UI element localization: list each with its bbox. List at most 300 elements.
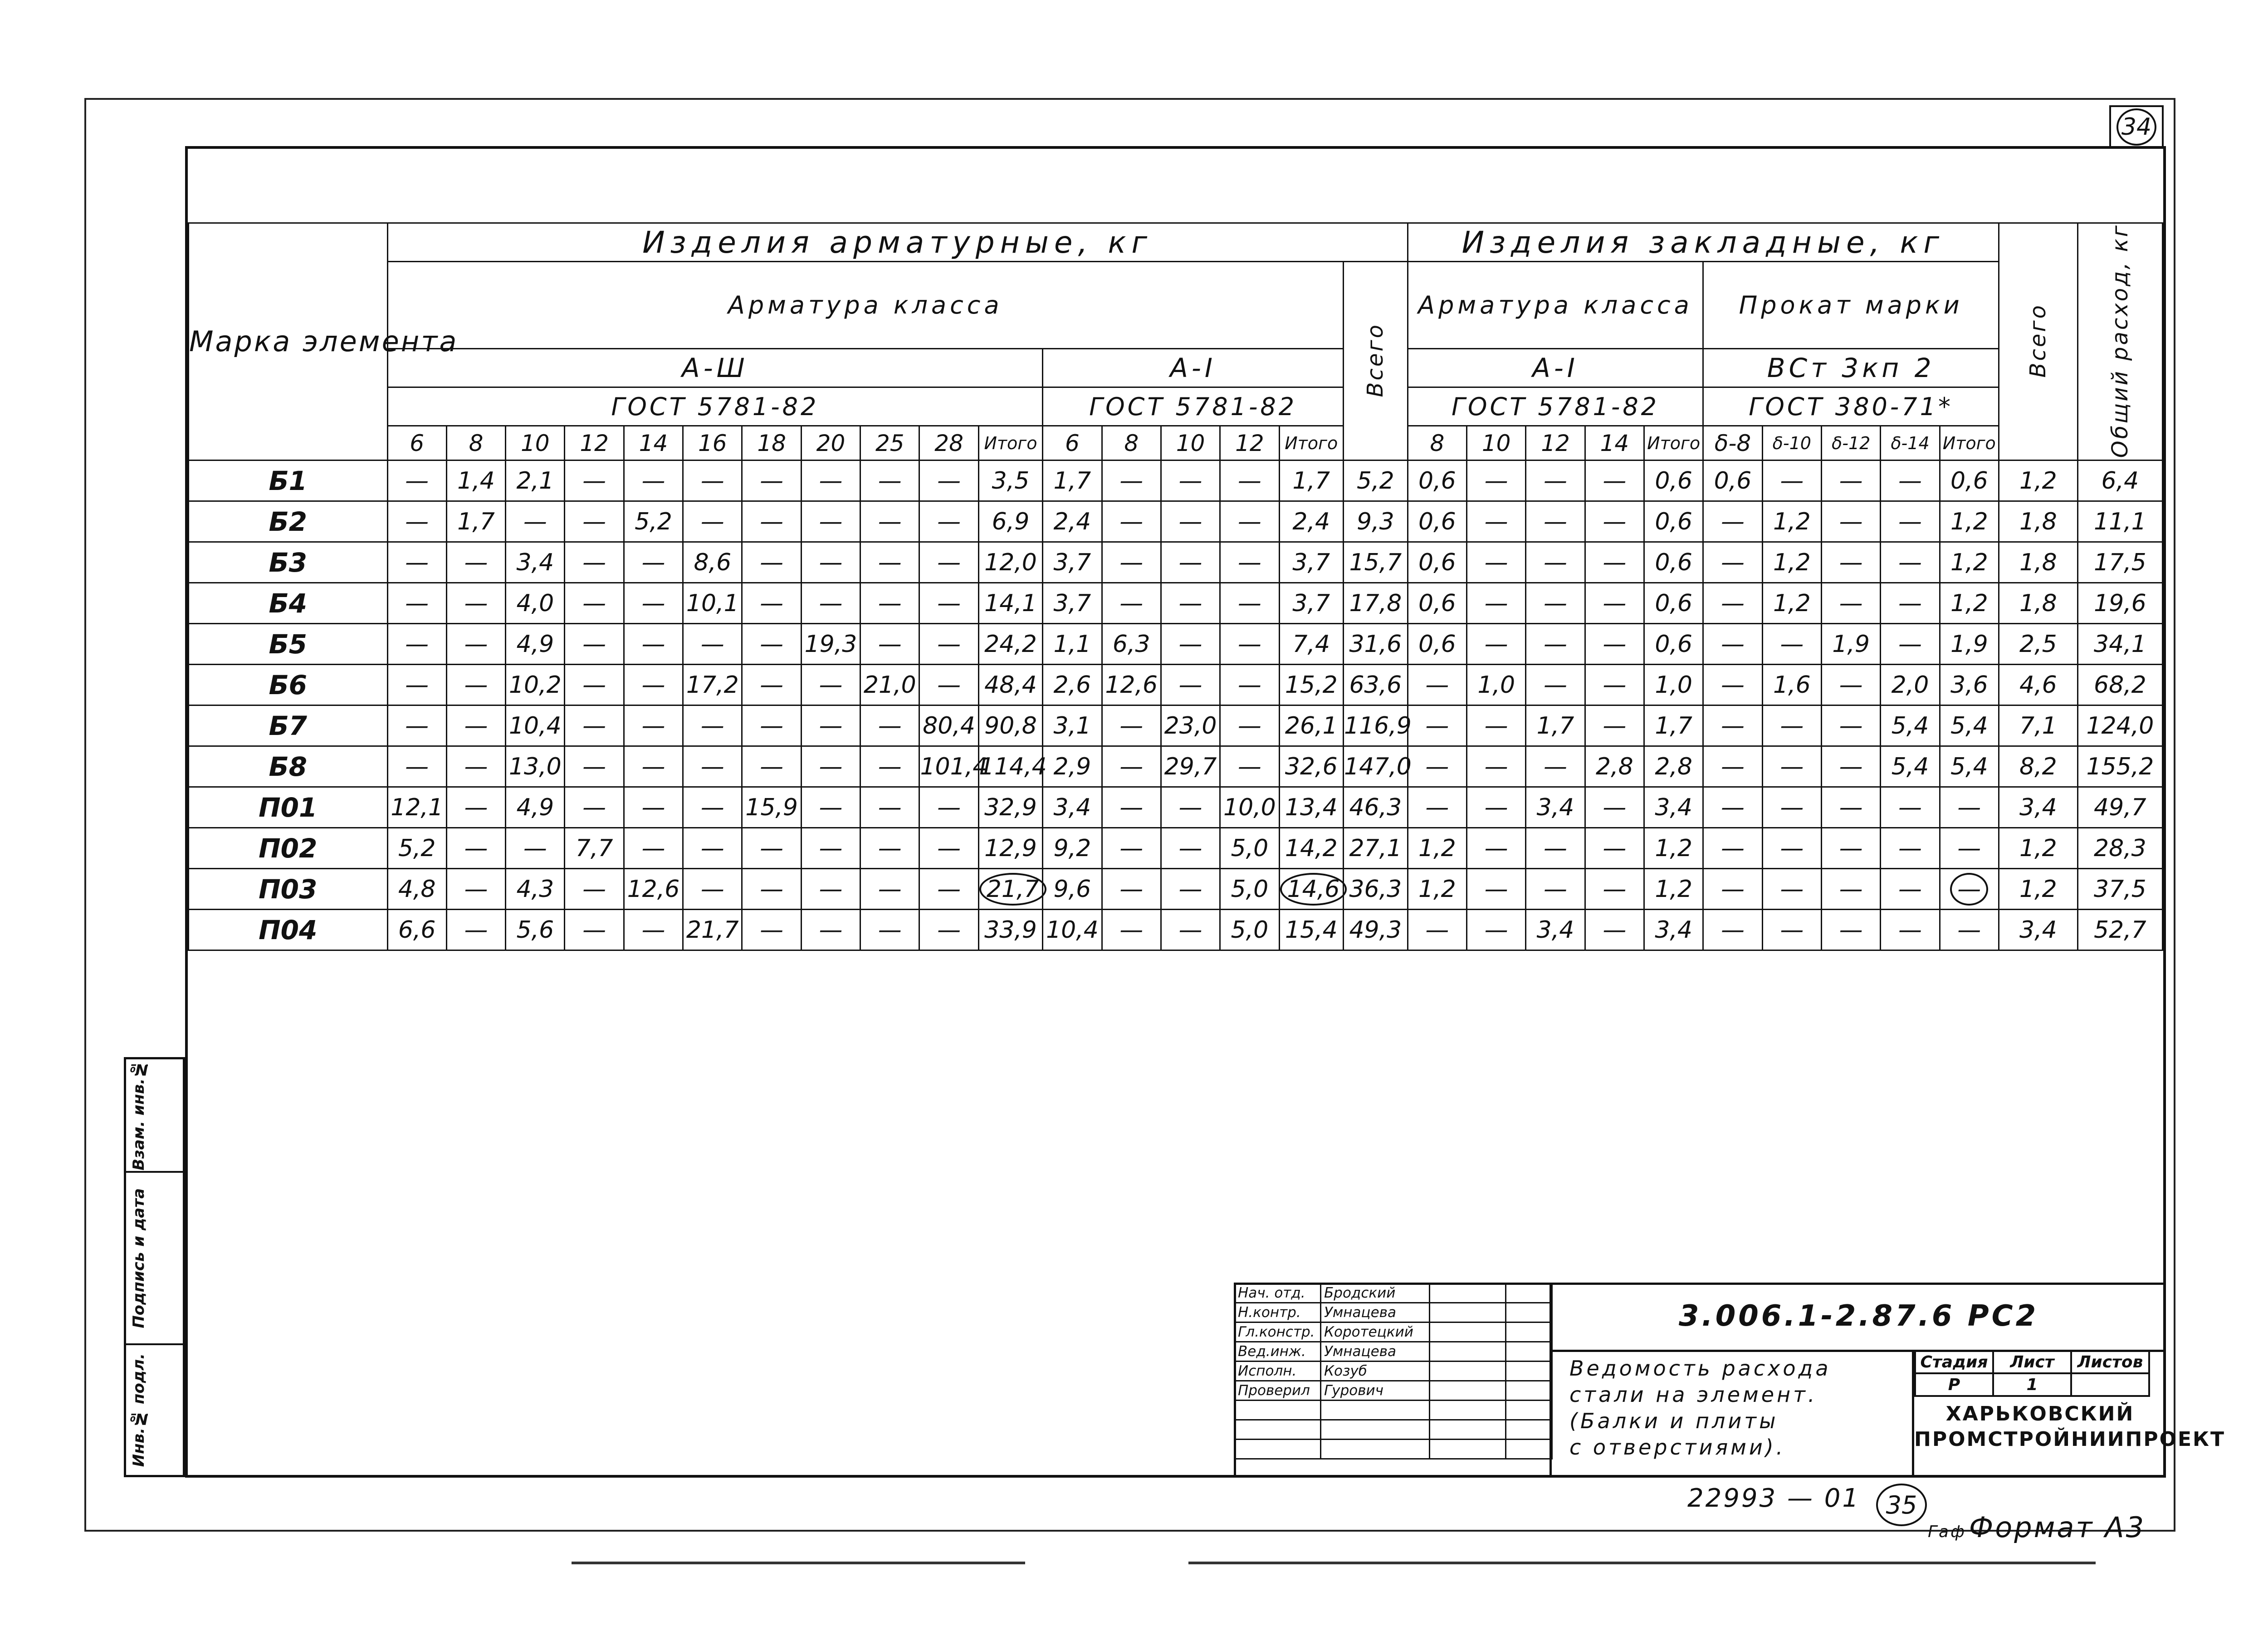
value-cell	[506, 910, 565, 950]
value-cell	[1881, 787, 1940, 828]
value-text: 3,4	[516, 549, 554, 576]
value-text: —	[1484, 589, 1508, 617]
value-cell	[506, 746, 565, 787]
value-cell	[978, 828, 1042, 869]
value-cell	[506, 501, 565, 542]
value-text: 5,0	[1231, 875, 1269, 903]
value-cell	[1102, 624, 1161, 665]
signature-cell	[1430, 1362, 1506, 1381]
signature-name: Бродский	[1321, 1283, 1430, 1303]
value-text: —	[878, 916, 902, 944]
value-text: —	[700, 630, 724, 658]
value-cell	[1585, 746, 1644, 787]
value-cell	[565, 583, 624, 624]
value-text: —	[1237, 630, 1261, 658]
value-cell	[1220, 583, 1279, 624]
signature-cell	[1506, 1342, 1552, 1362]
value-text: —	[582, 630, 606, 658]
value-cell	[978, 583, 1042, 624]
value-text: —	[819, 549, 843, 576]
value-text: 0,6	[1418, 508, 1456, 535]
value-text: —	[582, 916, 606, 944]
value-cell	[801, 869, 860, 910]
element-mark: П04	[189, 910, 388, 950]
value-text: 29,7	[1164, 753, 1217, 780]
value-text: 8,6	[694, 549, 732, 576]
value-text: —	[1721, 671, 1745, 699]
value-text: —	[1425, 671, 1449, 699]
value-cell	[1467, 583, 1526, 624]
value-text: 0,6	[1418, 549, 1456, 576]
value-text: 1,6	[1773, 671, 1811, 699]
value-cell	[1161, 746, 1220, 787]
signature-cell	[1235, 1401, 1321, 1420]
value-text: 15,2	[1285, 671, 1338, 699]
value-cell	[1043, 787, 1102, 828]
signature-cell	[1506, 1381, 1552, 1401]
table-row	[189, 787, 2163, 828]
value-text: 10,2	[508, 671, 562, 699]
value-text: 32,6	[1285, 753, 1338, 780]
signature-cell	[1321, 1401, 1430, 1420]
value-cell	[1585, 869, 1644, 910]
value-cell	[1279, 746, 1343, 787]
value-cell	[1467, 828, 1526, 869]
value-cell	[1940, 665, 1999, 705]
value-cell	[1102, 828, 1161, 869]
value-text: —	[760, 549, 784, 576]
value-cell	[1408, 542, 1466, 583]
value-cell	[1467, 624, 1526, 665]
value-text: —	[937, 793, 961, 821]
value-text: 0,6	[1714, 467, 1752, 495]
value-cell	[1940, 501, 1999, 542]
value-cell	[978, 705, 1042, 746]
value-cell	[1408, 869, 1466, 910]
value-cell	[1762, 460, 1821, 501]
value-cell	[1102, 910, 1161, 950]
value-cell	[1043, 665, 1102, 705]
value-text: 49,3	[1349, 916, 1402, 944]
value-cell	[446, 910, 505, 950]
value-cell	[683, 542, 742, 583]
value-cell	[1220, 828, 1279, 869]
value-cell	[1161, 787, 1220, 828]
value-text: —	[641, 793, 665, 821]
value-cell	[742, 583, 801, 624]
value-cell	[1526, 501, 1585, 542]
value-text: —	[937, 467, 961, 495]
value-text: —	[641, 916, 665, 944]
value-text: —	[760, 753, 784, 780]
value-cell	[1279, 624, 1343, 665]
value-cell	[2077, 624, 2162, 665]
value-cell	[1043, 583, 1102, 624]
value-text: 26,1	[1285, 712, 1338, 740]
value-cell	[1161, 501, 1220, 542]
signature-cell	[1430, 1440, 1506, 1459]
value-text: 3,4	[2019, 793, 2057, 821]
value-text: 36,3	[1349, 875, 1402, 903]
value-cell	[742, 787, 801, 828]
value-cell	[1762, 787, 1821, 828]
value-text: 5,4	[1950, 712, 1988, 740]
value-cell	[1161, 828, 1220, 869]
value-cell	[919, 460, 978, 501]
value-cell	[1279, 787, 1343, 828]
value-cell	[1762, 583, 1821, 624]
mark-header: Марка элемента	[189, 223, 388, 460]
value-cell	[624, 869, 683, 910]
element-mark: П02	[189, 828, 388, 869]
value-cell	[624, 828, 683, 869]
value-cell	[801, 746, 860, 787]
value-text: —	[1721, 712, 1745, 740]
value-cell	[1344, 665, 1408, 705]
value-cell	[2077, 705, 2162, 746]
value-cell	[860, 542, 919, 583]
signature-cell	[1321, 1420, 1430, 1440]
value-cell	[1999, 583, 2077, 624]
value-cell	[1526, 828, 1585, 869]
value-cell	[446, 583, 505, 624]
value-text: —	[1898, 916, 1922, 944]
value-text: —	[1425, 793, 1449, 821]
value-cell	[1940, 624, 1999, 665]
signature-name: Коротецкий	[1321, 1322, 1430, 1342]
value-cell	[1161, 460, 1220, 501]
value-text: —	[1484, 508, 1508, 535]
prokat-mark-header: ВСт 3кп 2	[1703, 349, 1999, 387]
value-text: —	[464, 916, 488, 944]
value-text: 5,2	[398, 834, 436, 862]
value-text: 52,7	[2093, 916, 2146, 944]
signature-cell	[1506, 1283, 1552, 1303]
value-text: —	[464, 793, 488, 821]
value-text: —	[1898, 467, 1922, 495]
value-text: 1,8	[2019, 508, 2057, 535]
table-row	[189, 665, 2163, 705]
value-cell	[1999, 665, 2077, 705]
value-text: 6,6	[398, 916, 436, 944]
value-text: —	[1603, 630, 1627, 658]
value-text: —	[1898, 875, 1922, 903]
value-text: —	[1839, 508, 1863, 535]
signature-cell	[1430, 1342, 1506, 1362]
value-text: —	[1839, 916, 1863, 944]
value-cell	[1762, 624, 1821, 665]
value-text: —	[1425, 712, 1449, 740]
value-text: —	[1839, 875, 1863, 903]
sheets-header: Листов	[2071, 1351, 2149, 1373]
value-cell	[2077, 501, 2162, 542]
value-text: 14,6	[1280, 873, 1347, 906]
value-text: 48,4	[984, 671, 1037, 699]
value-cell	[978, 542, 1042, 583]
value-text: —	[700, 875, 724, 903]
value-cell	[1703, 501, 1762, 542]
value-text: 0,6	[1418, 467, 1456, 495]
value-text: 37,5	[2093, 875, 2146, 903]
value-cell	[1220, 705, 1279, 746]
value-cell	[1703, 624, 1762, 665]
value-text: 34,1	[2093, 630, 2146, 658]
value-text: —	[1721, 834, 1745, 862]
value-text: 90,8	[984, 712, 1037, 740]
value-text: —	[1603, 671, 1627, 699]
value-text: 2,1	[516, 467, 554, 495]
value-cell	[742, 910, 801, 950]
value-cell	[1644, 665, 1703, 705]
side-stamp-cell: Подпись и дата	[126, 1173, 183, 1345]
value-text: 3,4	[1536, 793, 1574, 821]
value-cell	[1043, 910, 1102, 950]
value-cell	[1220, 787, 1279, 828]
value-text: —	[641, 671, 665, 699]
value-cell	[1821, 787, 1880, 828]
value-text: 1,2	[1655, 875, 1693, 903]
signature-cell	[1321, 1440, 1430, 1459]
value-text: —	[641, 630, 665, 658]
value-text: 1,7	[1536, 712, 1574, 740]
value-cell	[565, 869, 624, 910]
value-text: —	[1839, 467, 1863, 495]
gost-a3-header: ГОСТ 5781-82	[387, 387, 1043, 426]
value-cell	[624, 746, 683, 787]
value-cell	[1940, 542, 1999, 583]
signature-name: Козуб	[1321, 1362, 1430, 1381]
value-cell	[1585, 583, 1644, 624]
value-text: 4,3	[516, 875, 554, 903]
value-text: 5,4	[1891, 753, 1929, 780]
value-cell	[1043, 624, 1102, 665]
value-cell	[387, 542, 446, 583]
value-text: —	[1544, 549, 1567, 576]
size-a1-cell: 8	[1102, 426, 1161, 460]
value-text: —	[1603, 549, 1627, 576]
value-text: —	[1603, 508, 1627, 535]
value-text: —	[1839, 793, 1863, 821]
value-text: 8,2	[2019, 753, 2057, 780]
value-cell	[1408, 665, 1466, 705]
value-text: —	[582, 467, 606, 495]
value-text: —	[464, 834, 488, 862]
value-cell	[1703, 828, 1762, 869]
value-text: —	[1544, 467, 1567, 495]
value-text: —	[1898, 549, 1922, 576]
value-text: —	[1484, 630, 1508, 658]
value-text: —	[819, 793, 843, 821]
value-cell	[1703, 910, 1762, 950]
value-cell	[683, 705, 742, 746]
value-cell	[1408, 624, 1466, 665]
diameter-row	[189, 426, 2163, 460]
value-text: 1,7	[1655, 712, 1693, 740]
value-text: 7,4	[1292, 630, 1330, 658]
value-text: —	[1721, 753, 1745, 780]
value-text: 12,6	[627, 875, 680, 903]
value-cell	[565, 501, 624, 542]
value-cell	[1526, 910, 1585, 950]
value-cell	[1526, 665, 1585, 705]
value-text: 19,6	[2093, 589, 2146, 617]
value-cell	[2077, 869, 2162, 910]
value-cell	[1344, 828, 1408, 869]
value-cell	[1999, 828, 2077, 869]
value-text: —	[937, 916, 961, 944]
value-text: 3,7	[1053, 549, 1091, 576]
value-text: 155,2	[2086, 753, 2154, 780]
table-row	[189, 828, 2163, 869]
value-text: 27,1	[1349, 834, 1402, 862]
value-text: 14,1	[984, 589, 1037, 617]
size-a3-cell: 6	[387, 426, 446, 460]
value-text: —	[641, 467, 665, 495]
value-text: 1,7	[1292, 467, 1330, 495]
value-text: 12,6	[1105, 671, 1158, 699]
cut-line	[1188, 1562, 2096, 1564]
value-cell	[1762, 910, 1821, 950]
prokat-gost-header: ГОСТ 380-71*	[1703, 387, 1999, 426]
value-cell	[2077, 910, 2162, 950]
signature-row	[1235, 1342, 1552, 1362]
value-text: —	[1178, 793, 1202, 821]
value-cell	[742, 869, 801, 910]
value-cell	[1821, 869, 1880, 910]
value-cell	[1999, 910, 2077, 950]
value-cell	[565, 460, 624, 501]
value-cell	[1999, 460, 2077, 501]
value-cell	[1585, 705, 1644, 746]
value-text: —	[1178, 916, 1202, 944]
value-text: —	[700, 467, 724, 495]
value-text: 1,9	[1832, 630, 1870, 658]
value-cell	[1881, 705, 1940, 746]
value-text: 1,2	[2019, 467, 2057, 495]
value-text: 10,4	[508, 712, 562, 740]
value-cell	[1940, 746, 1999, 787]
value-cell	[1344, 501, 1408, 542]
value-text: —	[819, 589, 843, 617]
value-text: 4,6	[2019, 671, 2057, 699]
element-mark: П01	[189, 787, 388, 828]
value-cell	[860, 787, 919, 828]
value-text: 0,6	[1655, 630, 1693, 658]
value-text: —	[878, 793, 902, 821]
value-cell	[1762, 501, 1821, 542]
signature-name: Гурович	[1321, 1381, 1430, 1401]
size-a3-cell: 16	[683, 426, 742, 460]
value-cell	[624, 705, 683, 746]
value-cell	[860, 583, 919, 624]
value-text: 19,3	[804, 630, 857, 658]
value-cell	[1881, 869, 1940, 910]
value-cell	[742, 542, 801, 583]
value-text: —	[1119, 508, 1144, 535]
value-cell	[1279, 460, 1343, 501]
signature-role: Исполн.	[1235, 1362, 1321, 1381]
value-cell	[387, 501, 446, 542]
value-text: —	[1119, 916, 1144, 944]
value-text: 17,8	[1349, 589, 1402, 617]
value-text: —	[1119, 875, 1144, 903]
signature-name: Умнацева	[1321, 1342, 1430, 1362]
value-cell	[801, 542, 860, 583]
value-text: 124,0	[2086, 712, 2154, 740]
value-text: —	[582, 508, 606, 535]
value-cell	[1344, 542, 1408, 583]
overall-header: Общий расход, кг	[2077, 223, 2162, 460]
value-cell	[1279, 828, 1343, 869]
value-text: —	[937, 549, 961, 576]
value-cell	[2077, 583, 2162, 624]
organization: ХАРЬКОВСКИЙ ПРОМСТРОЙНИИПРОЕКТ	[1914, 1402, 2226, 1451]
value-text: —	[1544, 630, 1567, 658]
value-cell	[565, 665, 624, 705]
stage-value: Р	[1915, 1373, 1993, 1396]
value-cell	[624, 542, 683, 583]
value-cell	[801, 910, 860, 950]
value-cell	[742, 624, 801, 665]
value-text: —	[1780, 712, 1804, 740]
value-cell	[742, 828, 801, 869]
value-cell	[1821, 501, 1880, 542]
value-cell	[683, 583, 742, 624]
value-cell	[2077, 542, 2162, 583]
signature-role: Н.контр.	[1235, 1303, 1321, 1322]
signature-cell	[1506, 1362, 1552, 1381]
prokat-header: Прокат марки	[1703, 262, 1999, 349]
table-row	[189, 460, 2163, 501]
sheet-number: 34	[2109, 105, 2164, 149]
value-cell	[387, 705, 446, 746]
value-text: —	[700, 508, 724, 535]
value-cell	[1220, 624, 1279, 665]
value-cell	[683, 787, 742, 828]
value-text: 6,9	[992, 508, 1030, 535]
value-text: —	[937, 875, 961, 903]
value-text: —	[582, 712, 606, 740]
value-text: —	[1898, 589, 1922, 617]
value-text: —	[1780, 793, 1804, 821]
value-text: —	[878, 875, 902, 903]
signature-cell	[1430, 1283, 1506, 1303]
value-text: 0,6	[1655, 589, 1693, 617]
value-text: 21,0	[863, 671, 916, 699]
document-title: Ведомость расхода стали на элемент. (Балки и плиты с отверстиями).	[1569, 1356, 1831, 1459]
value-text: 2,0	[1891, 671, 1929, 699]
value-text: 3,6	[1950, 671, 1988, 699]
value-cell	[624, 787, 683, 828]
value-cell	[387, 869, 446, 910]
value-text: —	[760, 589, 784, 617]
value-cell	[1940, 705, 1999, 746]
value-text: 1,2	[1950, 589, 1988, 617]
value-text: 2,9	[1053, 753, 1091, 780]
value-text: —	[1898, 834, 1922, 862]
value-cell	[860, 624, 919, 665]
value-text: 3,4	[1053, 793, 1091, 821]
value-text: 10,4	[1046, 916, 1099, 944]
value-text: —	[1178, 508, 1202, 535]
size-z-cell: 10	[1467, 426, 1526, 460]
value-text: 9,2	[1053, 834, 1091, 862]
value-text: 5,6	[516, 916, 554, 944]
value-cell	[1408, 787, 1466, 828]
value-cell	[1762, 869, 1821, 910]
value-cell	[1762, 705, 1821, 746]
value-text: —	[1425, 916, 1449, 944]
